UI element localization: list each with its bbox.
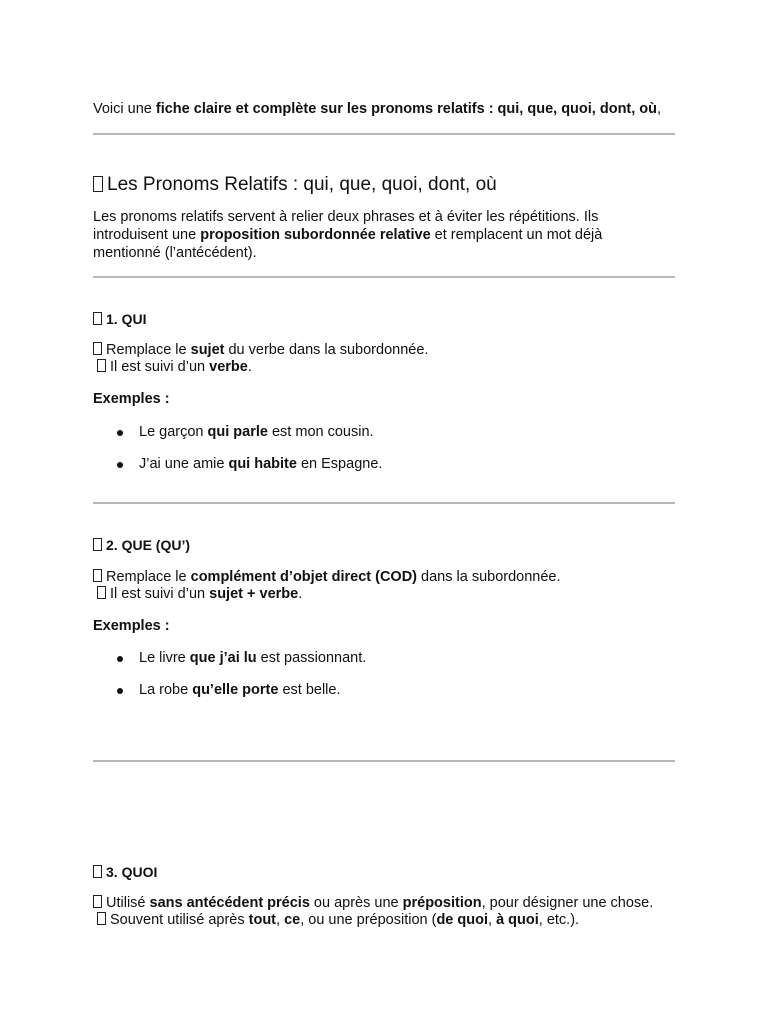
rule-bold: sujet	[190, 342, 225, 358]
missing-glyph-icon	[97, 912, 106, 925]
rule-text: ,	[276, 912, 285, 928]
lead-bold: proposition subordonnée relative	[200, 227, 431, 243]
example-text: est mon cousin.	[267, 424, 374, 440]
section-heading-quoi	[93, 864, 157, 881]
examples-label-text: Exemples :	[93, 618, 170, 634]
rule-text: Il est suivi d’un	[110, 359, 210, 375]
missing-glyph-icon	[97, 359, 106, 372]
rule-line	[93, 342, 428, 359]
rule-bold: préposition	[402, 895, 482, 911]
rule-text: .	[247, 359, 252, 375]
bullet-icon	[117, 688, 123, 694]
missing-glyph-icon	[93, 312, 102, 325]
divider	[93, 502, 675, 504]
rule-text: Remplace le	[106, 569, 191, 585]
rule-text: Remplace le	[106, 342, 191, 358]
lead-text: introduisent une	[93, 227, 201, 243]
divider	[93, 760, 675, 762]
missing-glyph-icon	[97, 586, 106, 599]
rule-line	[97, 586, 302, 603]
rule-bold: sans antécédent précis	[149, 895, 310, 911]
rule-text: du verbe dans la subordonnée.	[224, 342, 429, 358]
list-item	[139, 456, 382, 473]
divider	[93, 133, 675, 135]
missing-glyph-icon	[93, 569, 102, 582]
missing-glyph-icon	[93, 865, 102, 878]
lead-line-3: mentionné (l’antécédent).	[93, 245, 257, 261]
lead-line-1: Les pronoms relatifs servent à relier deux phrases et à éviter les répétitions. Ils	[93, 209, 599, 225]
example-bold: qui parle	[207, 424, 268, 440]
rule-bold: ce	[284, 912, 301, 928]
rule-line	[97, 359, 252, 376]
bullet-icon	[117, 430, 123, 436]
example-text: Le livre	[139, 650, 190, 666]
divider	[93, 276, 675, 278]
rule-line	[93, 895, 653, 912]
example-bold: qui habite	[228, 456, 297, 472]
intro-suffix: ,	[657, 101, 662, 117]
rule-text: Souvent utilisé après	[110, 912, 249, 928]
examples-label	[93, 391, 170, 408]
rule-line	[97, 912, 579, 929]
missing-glyph-icon	[93, 342, 102, 355]
section-heading-que	[93, 537, 190, 554]
rule-text: ,	[488, 912, 497, 928]
rule-bold: à quoi	[496, 912, 539, 928]
example-text: La robe	[139, 682, 193, 698]
lead-line-2	[93, 227, 602, 244]
rule-text: Il est suivi d’un	[110, 586, 210, 602]
rule-bold: verbe	[209, 359, 248, 375]
list-item	[139, 424, 374, 441]
rule-text: Utilisé	[106, 895, 150, 911]
title-text: Les Pronoms Relatifs : qui, que, quoi, dont, où	[107, 174, 497, 195]
example-text: en Espagne.	[296, 456, 383, 472]
example-text: est passionnant.	[256, 650, 367, 666]
examples-label-text: Exemples :	[93, 391, 170, 407]
example-bold: que j’ai lu	[189, 650, 257, 666]
heading-text: 2. QUE (QU’)	[106, 537, 191, 553]
list-item	[139, 650, 366, 667]
rule-line	[93, 569, 561, 586]
rule-bold: de quoi	[436, 912, 489, 928]
section-heading-qui	[93, 311, 146, 328]
rule-text: , etc.).	[538, 912, 580, 928]
lead-text: et remplacent un mot déjà	[430, 227, 603, 243]
intro-line	[93, 101, 661, 118]
rule-bold: tout	[248, 912, 277, 928]
rule-text: .	[298, 586, 303, 602]
bullet-icon	[117, 462, 123, 468]
page-title	[93, 174, 497, 196]
rule-text: ou après une	[309, 895, 403, 911]
list-item	[139, 682, 341, 699]
heading-text: 3. QUOI	[106, 864, 158, 880]
example-bold: qu’elle porte	[192, 682, 279, 698]
heading-text: 1. QUI	[106, 311, 147, 327]
rule-bold: complément d’objet direct (COD)	[190, 569, 418, 585]
missing-glyph-icon	[93, 176, 103, 192]
example-text: Le garçon	[139, 424, 208, 440]
missing-glyph-icon	[93, 895, 102, 908]
missing-glyph-icon	[93, 538, 102, 551]
intro-prefix: Voici une	[93, 101, 156, 117]
intro-bold: fiche claire et complète sur les pronoms relatifs : qui, que, quoi, dont, où	[155, 101, 658, 117]
rule-bold: sujet + verbe	[209, 586, 299, 602]
example-text: J’ai une amie	[139, 456, 229, 472]
example-text: est belle.	[278, 682, 341, 698]
examples-label	[93, 618, 170, 635]
bullet-icon	[117, 656, 123, 662]
rule-text: dans la subordonnée.	[417, 569, 561, 585]
rule-text: , ou une préposition (	[300, 912, 437, 928]
rule-text: , pour désigner une chose.	[481, 895, 654, 911]
